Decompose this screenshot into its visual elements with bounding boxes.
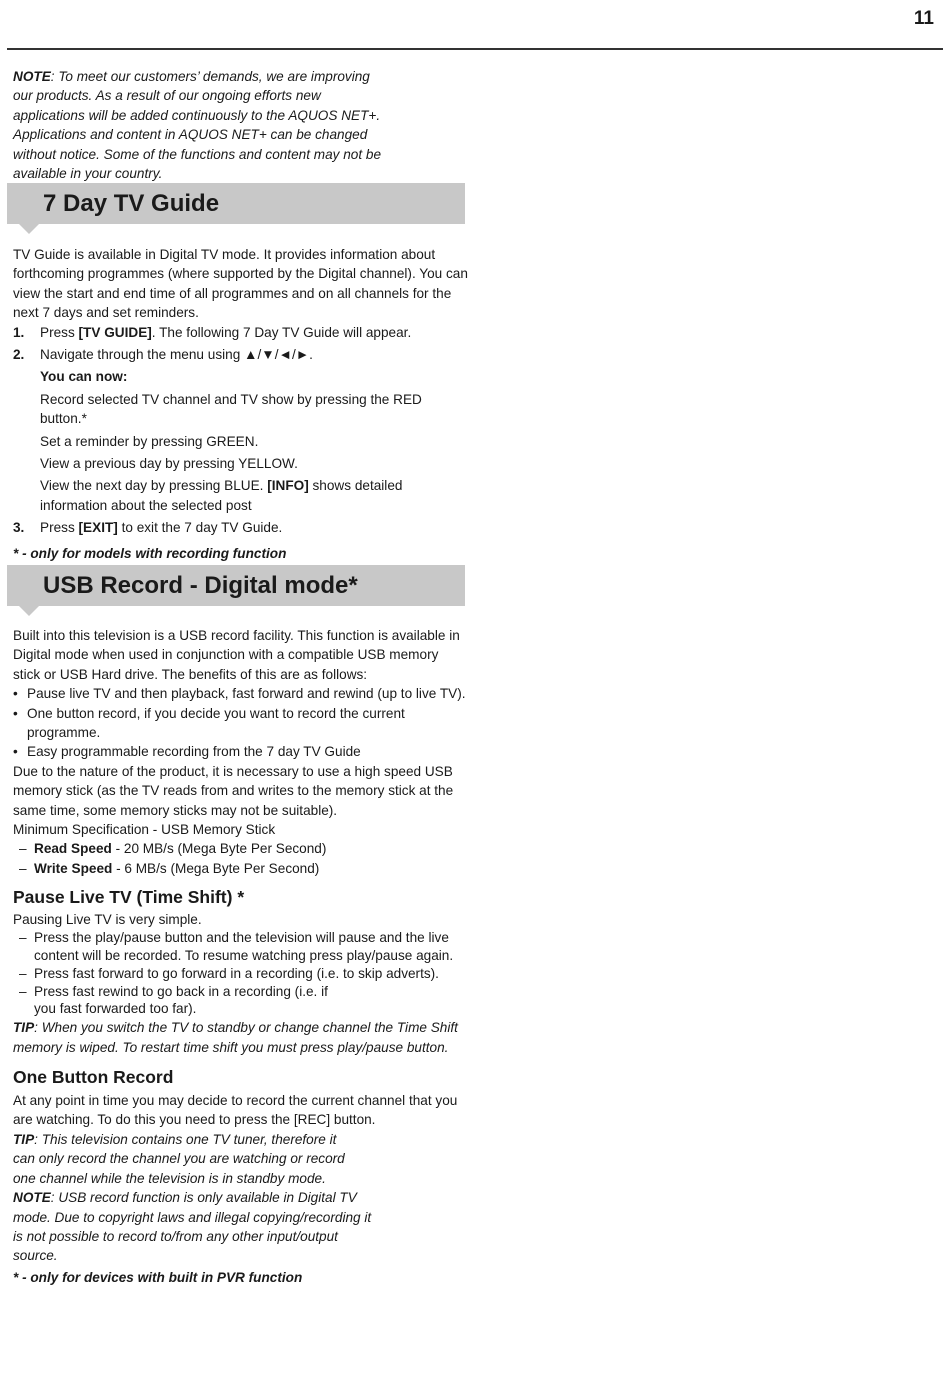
step-number: 2. [13, 347, 25, 363]
step-text: Press [40, 324, 79, 340]
step-number: 3. [13, 520, 25, 536]
option-record: Record selected TV channel and TV show by pressing the RED button.* [40, 391, 422, 427]
write-speed-value: - 6 MB/s (Mega Byte Per Second) [112, 860, 320, 876]
note-text: : To meet our customers’ demands, we are improving our products. As a result of our ongoing efforts new applications will be added continuously to the AQUOS NET+. Applications and content in AQUOS NET+ can be changed without notice. Some of the functions and content may not be available in your country. [13, 69, 382, 182]
one-button-record-title: One Button Record [13, 1067, 174, 1088]
page-number: 11 [913, 8, 934, 29]
usb-spec-title: Minimum Specification - USB Memory Stick [13, 822, 276, 838]
usb-record-title: USB Record - Digital mode* [43, 572, 358, 599]
tv-guide-section [13, 245, 468, 563]
spec-read-speed [13, 839, 468, 858]
one-button-intro: At any point in time you may decide to record the current channel that you are watching. To do this you need to press the [REC] button. [13, 1093, 458, 1128]
option-next-text: shows detailed information about the selected post [40, 478, 403, 513]
tv-guide-heading-bar [7, 183, 465, 224]
pause-intro: Pausing Live TV is very simple. [13, 912, 202, 928]
key-info: [INFO] [267, 478, 309, 494]
tip-label: TIP [13, 1131, 35, 1147]
usb-record-section [13, 626, 468, 1287]
step-text: Press [40, 520, 79, 536]
key-exit: [EXIT] [78, 520, 118, 536]
note-label: NOTE [13, 1190, 51, 1206]
read-speed-value: - 20 MB/s (Mega Byte Per Second) [111, 841, 327, 857]
header-rule [7, 48, 943, 50]
list-item: • One button record, if you decide you want to record the current programme. [13, 704, 468, 743]
usb-spec-list [13, 839, 468, 878]
note-text: : USB record function is only available in Digital TV mode. Due to copyright laws and illegal copying/recording it is not possible to record to/from any other input/output source. [13, 1190, 372, 1264]
one-button-note [13, 1188, 383, 1266]
spec-write-speed [13, 859, 468, 878]
aquos-note [13, 67, 393, 183]
write-speed-label: Write Speed [34, 860, 113, 876]
tv-guide-footnote: * - only for models with recording function [13, 545, 287, 561]
tv-guide-title: 7 Day TV Guide [43, 190, 220, 217]
step-1 [13, 323, 468, 342]
one-button-footnote: * - only for devices with built in PVR function [13, 1269, 303, 1285]
tip-text: : When you switch the TV to standby or change channel the Time Shift memory is wiped. To restart time shift you must press play/pause button. [13, 1020, 458, 1055]
list-item: • Pause live TV and then playback, fast forward and rewind (up to live TV). [13, 684, 468, 703]
list-item: – Press fast forward to go forward in a recording (i.e. to skip adverts). [13, 965, 468, 983]
tip-text: : This television contains one TV tuner, therefore it can only record the channel you are watching or record one channel while the television is in standby mode. [13, 1131, 345, 1186]
usb-record-heading-bar [7, 565, 465, 606]
step-text: to exit the 7 day TV Guide. [117, 520, 283, 536]
option-next-text: View the next day by pressing BLUE. [40, 478, 268, 494]
pause-tip [13, 1018, 468, 1057]
step-number: 1. [13, 324, 25, 340]
option-previous-day: View a previous day by pressing YELLOW. [40, 456, 298, 472]
usb-benefits-list [13, 684, 468, 762]
usb-intro: Built into this television is a USB record facility. This function is available in Digital mode when used in conjunction with a compatible USB memory stick or USB Hard drive. The benefits of this are as follows: [13, 628, 460, 682]
option-next-day [40, 476, 468, 515]
read-speed-label: Read Speed [34, 841, 112, 857]
tv-guide-steps [13, 323, 468, 538]
tv-guide-intro: TV Guide is available in Digital TV mode. It provides information about forthcoming programmes (where supported by the Digital channel). You can view the start and end time of all programmes and on all channels for the next 7 days and set reminders. [13, 247, 468, 321]
step-2 [13, 345, 468, 515]
step-text: Navigate through the menu using ▲/▼/◄/►. [40, 347, 313, 363]
note-label: NOTE [13, 69, 51, 84]
pause-live-tv-title: Pause Live TV (Time Shift) * [13, 887, 245, 908]
option-reminder: Set a reminder by pressing GREEN. [40, 433, 259, 449]
one-button-tip [13, 1130, 353, 1188]
key-tv-guide: [TV GUIDE] [78, 324, 152, 340]
list-item: • Easy programmable recording from the 7 day TV Guide [13, 742, 468, 761]
pause-steps-list [13, 929, 468, 1018]
you-can-now-label: You can now: [40, 369, 128, 385]
tip-label: TIP [13, 1020, 35, 1036]
list-item: – Press the play/pause button and the television will pause and the live content will be recorded. To resume watching press play/pause again. [13, 929, 468, 965]
step-text: . The following 7 Day TV Guide will appear. [151, 324, 412, 340]
list-item: – Press fast rewind to go back in a recording (i.e. if you fast forwarded too far). [13, 983, 334, 1019]
step-3 [13, 518, 468, 537]
usb-nature-text: Due to the nature of the product, it is necessary to use a high speed USB memory stick (as the TV reads from and writes to the memory stick at the same time, some memory sticks may not be suitable). [13, 763, 454, 818]
